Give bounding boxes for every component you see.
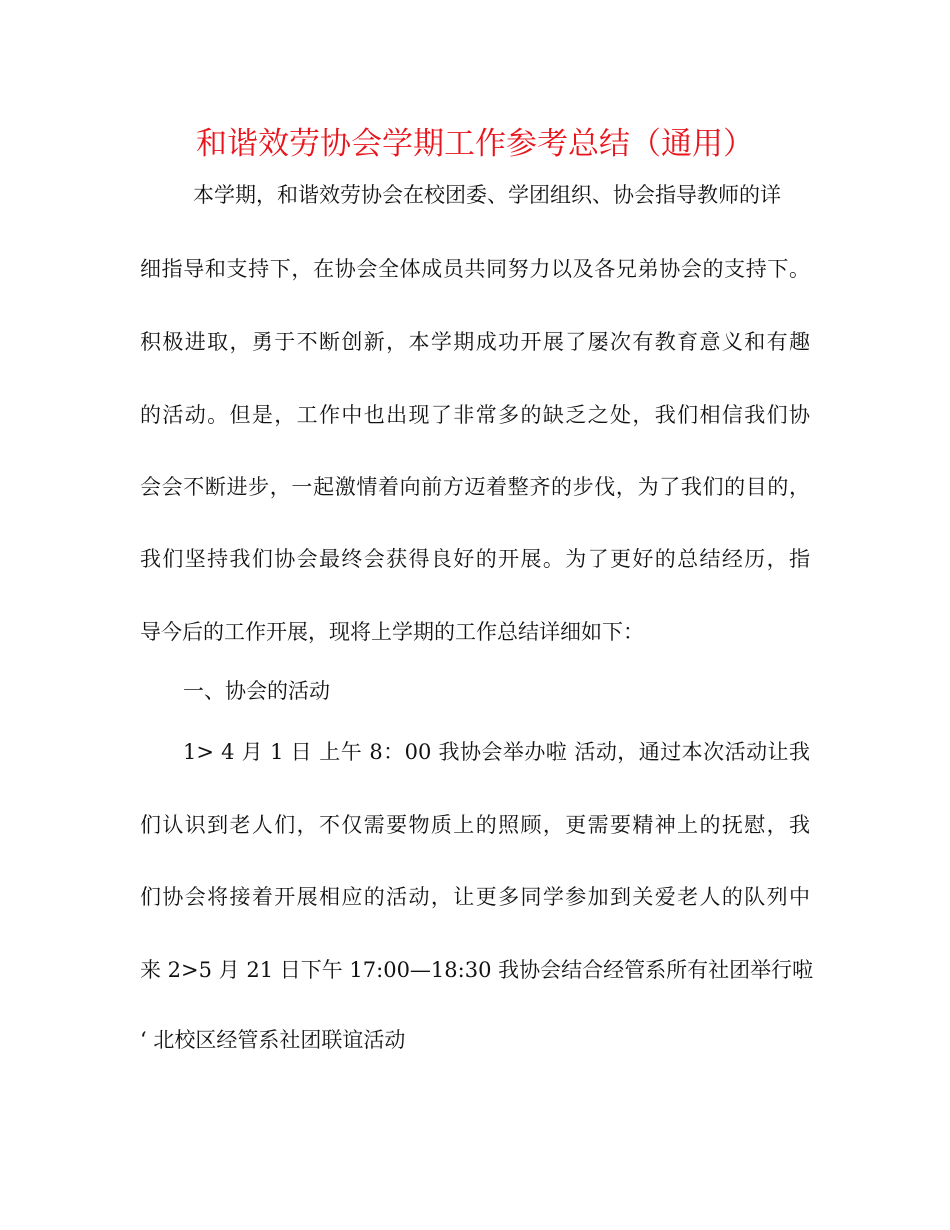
paragraph-line: 的活动。但是，工作中也出现了非常多的缺乏之处，我们相信我们协: [140, 403, 810, 427]
paragraph-line: 积极进取，勇于不断创新，本学期成功开展了屡次有教育意义和有趣: [140, 330, 810, 354]
paragraph-line: 细指导和支持下，在协会全体成员共同努力以及各兄弟协会的支持下。: [140, 257, 810, 281]
paragraph-line: ‘ 北校区经管系社团联谊活动: [140, 1028, 406, 1052]
paragraph-line: 来 2>5 月 21 日下午 17:00—18:30 我协会结合经管系所有社团举行啦: [140, 958, 814, 982]
paragraph-line: 会会不断进步，一起激情着向前方迈着整齐的步伐，为了我们的目的，: [140, 475, 810, 499]
paragraph-line: 我们坚持我们协会最终会获得良好的开展。为了更好的总结经历，指: [140, 547, 810, 571]
paragraph-line: 导今后的工作开展，现将上学期的工作总结详细如下：: [140, 620, 644, 644]
paragraph-line: 本学期，和谐效劳协会在校团委、学团组织、协会指导教师的详: [193, 183, 781, 207]
paragraph-line: 们协会将接着开展相应的活动，让更多同学参加到关爱老人的队列中: [140, 885, 810, 909]
paragraph-line: 们认识到老人们，不仅需要物质上的照顾，更需要精神上的抚慰，我: [140, 813, 810, 837]
paragraph-line: 1> 4 月 1 日 上午 8：00 我协会举办啦 活动，通过本次活动让我: [183, 740, 810, 764]
document-title: 和谐效劳协会学期工作参考总结（通用）: [196, 126, 754, 162]
section-heading: 一、协会的活动: [183, 679, 330, 703]
